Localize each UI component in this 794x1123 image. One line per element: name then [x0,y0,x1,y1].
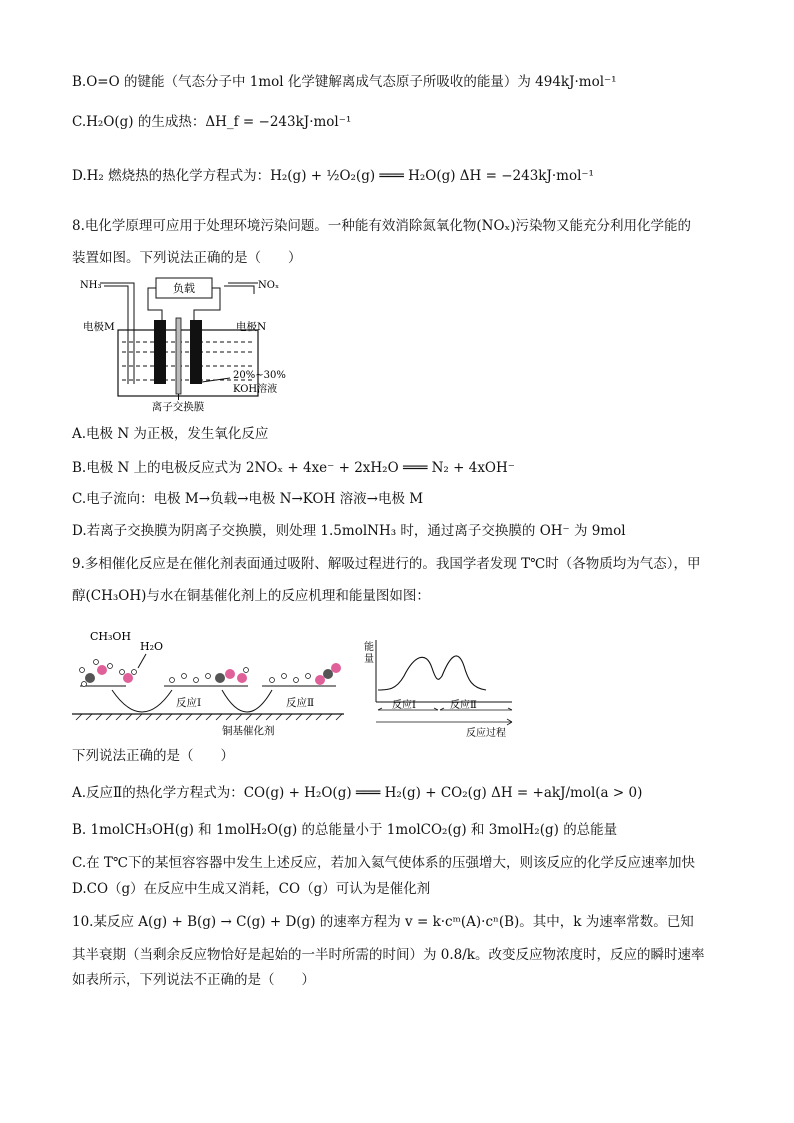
catalyst-mechanism-figure [72,624,352,738]
q8-option-b: B.电极 N 上的电极反应式为 2NOₓ + 4xe⁻ + 2xH₂O ═══ N₂ + 4xOH⁻ [72,460,515,476]
electrode-n-label: 电极N [236,321,267,333]
nh3-label: NH₃ [80,280,102,291]
q9-option-d: D.CO（g）在反应中生成又消耗，CO（g）可认为是催化剂 [72,881,431,897]
energy-reaction1-label: 反应Ⅰ [392,700,416,711]
reaction2-label: 反应Ⅱ [286,697,315,709]
q9-stem-line3: 下列说法正确的是（ ） [72,748,234,764]
reaction1-label: 反应Ⅰ [176,697,202,709]
q7-option-c: C.H₂O(g) 的生成热：ΔH_f = −243kJ·mol⁻¹ [72,114,352,130]
q10-stem-line1: 10.某反应 A(g) + B(g) → C(g) + D(g) 的速率方程为 v = k·cᵐ(A)·cⁿ(B)。其中，k 为速率常数。已知 [72,914,694,930]
q8-stem-line1: 8.电化学原理可应用于处理环境污染问题。一种能有效消除氮氧化物(NOₓ)污染物又能充分利用化学能的 [72,218,692,234]
h2o-label: H₂O [140,640,164,653]
energy-axis-label-2: 量 [364,654,374,665]
koh-solution-label: KOH溶液 [233,384,278,395]
q9-option-b: B. 1molCH₃OH(g) 和 1molH₂O(g) 的总能量小于 1molCO₂(g) 和 3molH₂(g) 的总能量 [72,822,618,838]
q8-stem-line2: 装置如图。下列说法正确的是（ ） [72,250,302,266]
q9-option-a: A.反应Ⅱ的热化学方程式为：CO(g) + H₂O(g) ═══ H₂(g) + CO₂(g) ΔH = +akJ/mol(a > 0) [72,785,643,801]
q8-option-a: A.电极 N 为正极，发生氧化反应 [72,426,269,442]
reaction-progress-label: 反应过程 [466,728,506,739]
q10-stem-line3: 如表所示，下列说法不正确的是（ ） [72,972,315,988]
energy-reaction2-label: 反应Ⅱ [450,700,477,711]
koh-concentration-label: 20%~30% [233,370,286,381]
q8-option-d: D.若离子交换膜为阴离子交换膜，则处理 1.5molNH₃ 时，通过离子交换膜的 OH⁻ 为 9mol [72,523,626,539]
electrochemical-cell-figure [78,274,308,412]
q7-option-b: B.O=O 的键能（气态分子中 1mol 化学键解离成气态原子所吸收的能量）为 494kJ·mol⁻¹ [72,74,617,90]
q7-option-d: D.H₂ 燃烧热的热化学方程式为：H₂(g) + ½O₂(g) ═══ H₂O(g) ΔH = −243kJ·mol⁻¹ [72,168,594,184]
membrane-label: 离子交换膜 [151,401,205,412]
energy-axis-label-1: 能 [364,642,374,653]
q9-stem-line1: 9.多相催化反应是在催化剂表面通过吸附、解吸过程进行的。我国学者发现 T℃时（各物质均为气态），甲 [72,556,701,572]
energy-diagram-figure [362,636,520,740]
q10-stem-line2: 其半衰期（当剩余反应物恰好是起始的一半时所需的时间）为 0.8/k。改变反应物浓度时，反应的瞬时速率 [72,947,705,963]
load-label: 负载 [173,282,195,295]
ch3oh-label: CH₃OH [90,630,132,643]
nox-label: NOₓ [258,280,280,291]
electrode-m-label: 电极M [83,321,115,333]
catalyst-label: 铜基催化剂 [222,725,275,737]
q9-stem-line2: 醇(CH₃OH)与水在铜基催化剂上的反应机理和能量图如图： [72,588,430,604]
q9-option-c: C.在 T℃下的某恒容容器中发生上述反应，若加入氦气使体系的压强增大，则该反应的化学反应速率加快 [72,855,696,871]
q8-option-c: C.电子流向：电极 M→负载→电极 N→KOH 溶液→电极 M [72,491,424,507]
